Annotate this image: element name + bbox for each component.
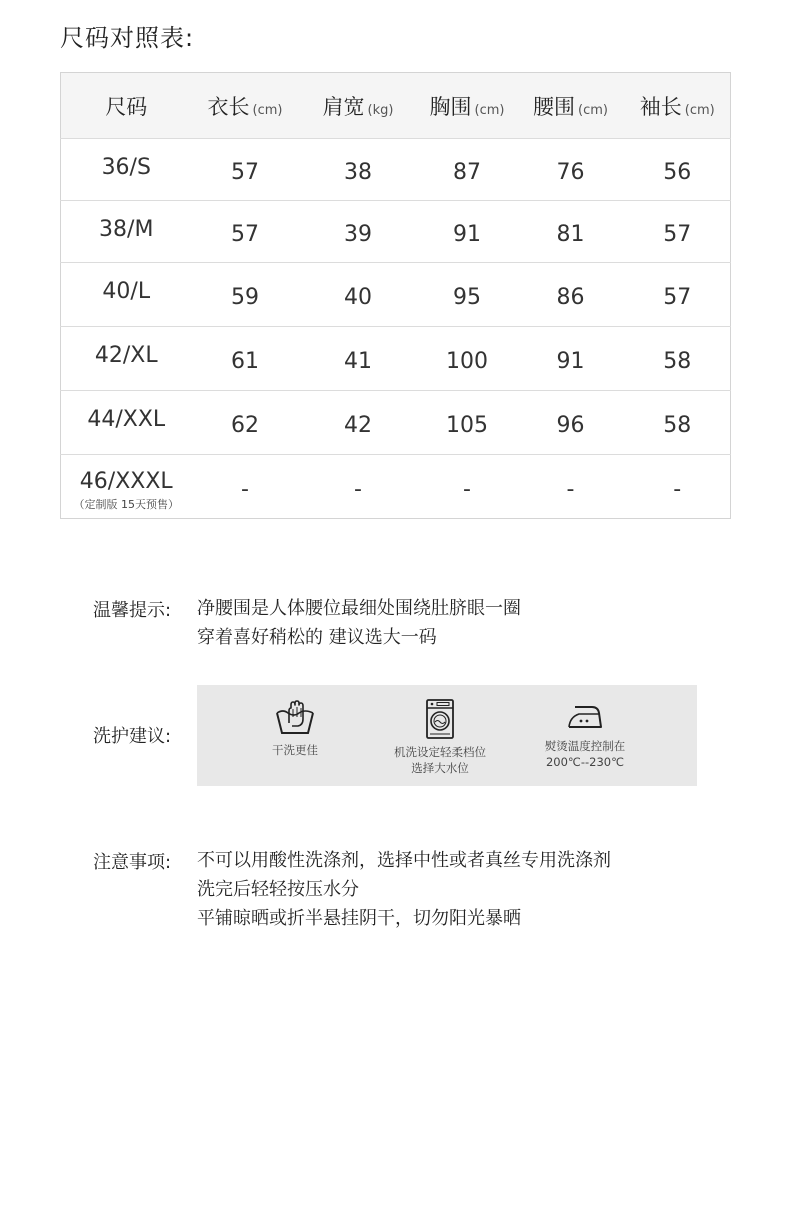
table-row [61,201,731,263]
length-cell: 59 [192,263,299,327]
notes-line: 洗完后轻轻按压水分 [197,879,359,900]
chest-cell: 91 [418,201,517,263]
waist-cell: 76 [517,139,625,201]
length-cell: 57 [192,201,299,263]
care-item-machine-wash [385,699,495,776]
care-caption: 熨烫温度控制在 [544,739,626,753]
iron-icon [565,699,605,733]
header-length: 衣长 (cm) [192,73,299,139]
page-title: 尺码对照表: [60,24,195,52]
chest-cell: 105 [418,391,517,455]
header-shoulder: 肩宽 (kg) [299,73,418,139]
chest-cell: - [463,477,471,502]
shoulder-cell: - [354,477,362,502]
size-cell: 40/L [61,263,192,327]
size-chart-table [60,72,731,519]
size-cell: 44/XXL [61,391,192,455]
size-cell: 36/S [61,139,192,201]
presale-note: （定制版 15天预售） [73,498,179,511]
length-cell: - [241,477,249,502]
tips-text [197,594,521,652]
table-row [61,455,731,519]
waist-cell: 96 [517,391,625,455]
care-instructions-panel [197,685,697,786]
table-row [61,391,731,455]
sleeve-cell: - [673,477,682,502]
waist-cell: 81 [517,201,625,263]
shoulder-cell: 39 [299,201,418,263]
notes-text [197,846,611,933]
chest-cell: 87 [418,139,517,201]
chest-cell: 100 [418,327,517,391]
care-item-ironing [533,699,637,770]
length-cell: 62 [192,391,299,455]
waist-cell: 86 [517,263,625,327]
length-cell: 57 [192,139,299,201]
header-sleeve: 袖长 (cm) [625,73,731,139]
shoulder-cell: 40 [299,263,418,327]
size-cell: 38/M [61,201,192,263]
sleeve-cell: 58 [625,391,731,455]
header-chest: 胸围 (cm) [418,73,517,139]
tips-line: 穿着喜好稍松的 建议选大一码 [197,627,437,648]
care-caption: 干洗更佳 [272,743,318,757]
header-waist: 腰围 (cm) [517,73,625,139]
tips-label: 温馨提示: [93,600,172,621]
waist-cell: - [566,477,575,502]
care-label: 洗护建议: [93,726,172,747]
shoulder-cell: 38 [299,139,418,201]
notes-line: 不可以用酸性洗涤剂，选择中性或者真丝专用洗涤剂 [197,850,611,871]
care-caption: 选择大水位 [411,761,469,775]
table-header-row [61,73,731,139]
size-cell: 42/XL [61,327,192,391]
care-caption: 200℃--230℃ [545,755,625,769]
waist-cell: 91 [517,327,625,391]
sleeve-cell: 58 [625,327,731,391]
shoulder-cell: 41 [299,327,418,391]
notes-label: 注意事项: [93,852,172,873]
table-row [61,327,731,391]
length-cell: 61 [192,327,299,391]
size-cell [61,455,192,519]
shoulder-cell: 42 [299,391,418,455]
care-caption: 机洗设定轻柔档位 [394,745,486,759]
size-label: 46/XXXL [79,469,173,494]
sleeve-cell: 57 [625,201,731,263]
sleeve-cell: 56 [625,139,731,201]
table-row [61,263,731,327]
washing-machine-icon [425,699,455,739]
sleeve-cell: 57 [625,263,731,327]
notes-line: 平铺晾晒或折半悬挂阴干，切勿阳光暴晒 [197,908,521,929]
chest-cell: 95 [418,263,517,327]
table-row [61,139,731,201]
hand-wash-icon [274,699,316,737]
header-size: 尺码 [61,73,192,139]
tips-line: 净腰围是人体腰位最细处围绕肚脐眼一圈 [197,598,521,619]
care-item-dry-clean [245,699,345,758]
